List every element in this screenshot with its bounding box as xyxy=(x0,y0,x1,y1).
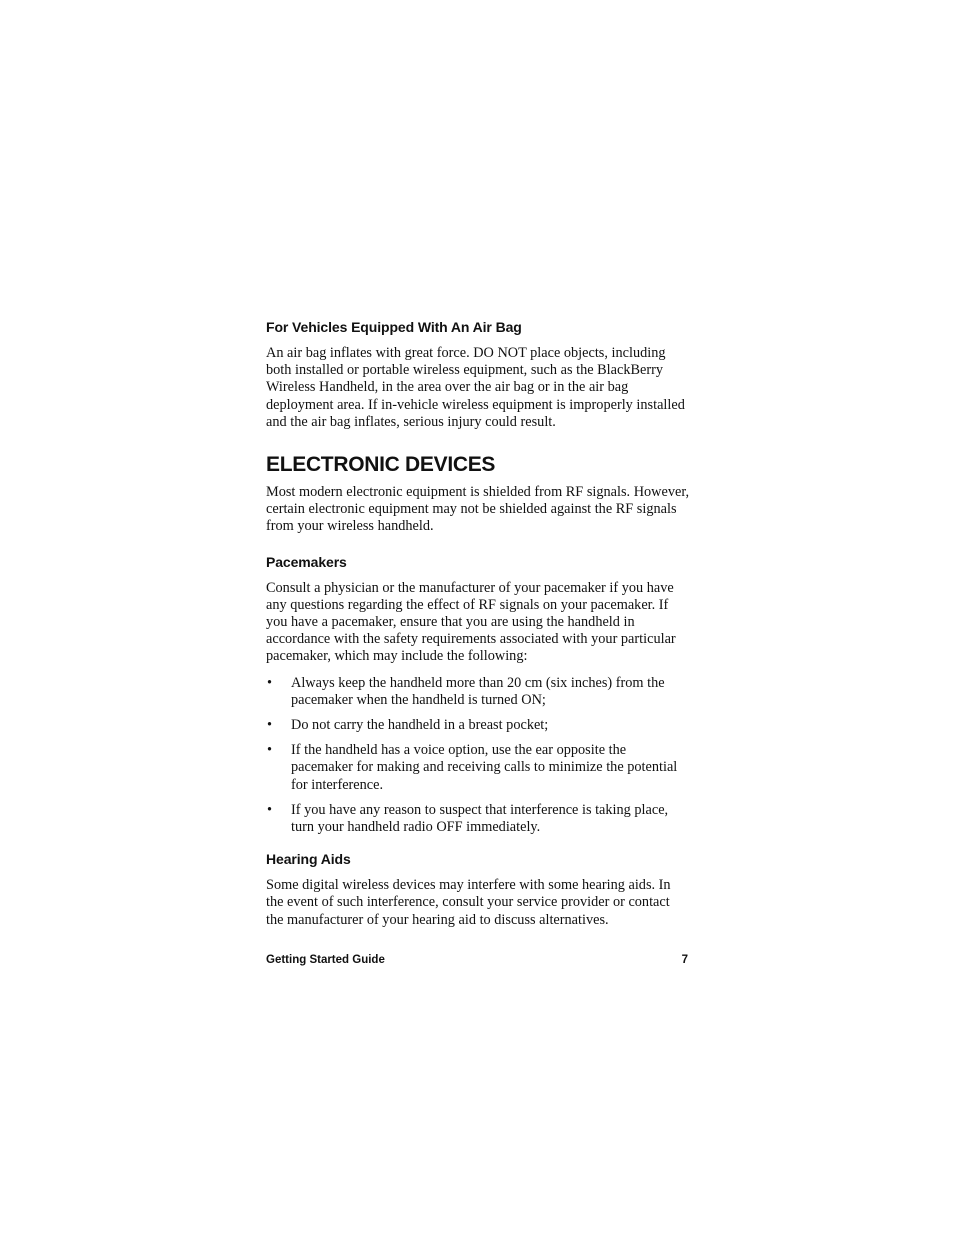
footer-title: Getting Started Guide xyxy=(266,954,385,966)
airbag-paragraph: An air bag inflates with great force. DO NOT place objects, including both installed or portable wireless equipment, such as the BlackBerry Wireless Handheld, in the area over the air bag or in the air bag deployment area. If in-vehicle wireless equipment is improperly installed and the air bag inflates, serious injury could result. xyxy=(266,345,685,430)
section-heading-airbag: For Vehicles Equipped With An Air Bag xyxy=(266,319,522,335)
hearing-aids-paragraph: Some digital wireless devices may interfere with some hearing aids. In the event of such interference, consult your service provider or contact the manufacturer of your hearing aid to discuss alternatives. xyxy=(266,877,671,928)
page-number: 7 xyxy=(681,954,688,966)
bullet-icon: • xyxy=(267,742,273,759)
list-item-text: If you have any reason to suspect that interference is taking place, turn your handheld radio OFF immediately. xyxy=(291,801,669,836)
list-item-text: Do not carry the handheld in a breast pocket; xyxy=(291,717,549,734)
bullet-icon: • xyxy=(267,717,273,734)
bullet-icon: • xyxy=(267,674,273,691)
list-item xyxy=(266,675,690,709)
section-heading-electronic-devices: ELECTRONIC DEVICES xyxy=(266,453,496,477)
section-heading-hearing-aids: Hearing Aids xyxy=(266,851,351,868)
electronic-devices-paragraph: Most modern electronic equipment is shielded from RF signals. However, certain electronic equipment may not be shielded against the RF signals from your wireless handheld. xyxy=(266,484,690,535)
list-item-text: If the handheld has a voice option, use the ear opposite the pacemaker for making and receiving calls to minimize the potential for interference. xyxy=(291,742,678,793)
pacemaker-bullet-list xyxy=(266,675,690,837)
section-heading-pacemakers: Pacemakers xyxy=(266,553,347,570)
list-item xyxy=(266,717,690,734)
page-footer xyxy=(266,953,688,968)
list-item xyxy=(266,742,690,794)
list-item-text: Always keep the handheld more than 20 cm (six inches) from the pacemaker when the handheld is turned ON; xyxy=(291,674,665,708)
page-content xyxy=(266,318,690,929)
bullet-icon: • xyxy=(267,801,273,818)
list-item xyxy=(266,802,690,836)
pacemakers-paragraph: Consult a physician or the manufacturer of your pacemaker if you have any questions regarding the effect of RF signals on your pacemaker. If you have a pacemaker, ensure that you are using the handheld in accordance with the safety requirements associated with your particular pacemaker, which may include the following: xyxy=(266,579,676,665)
